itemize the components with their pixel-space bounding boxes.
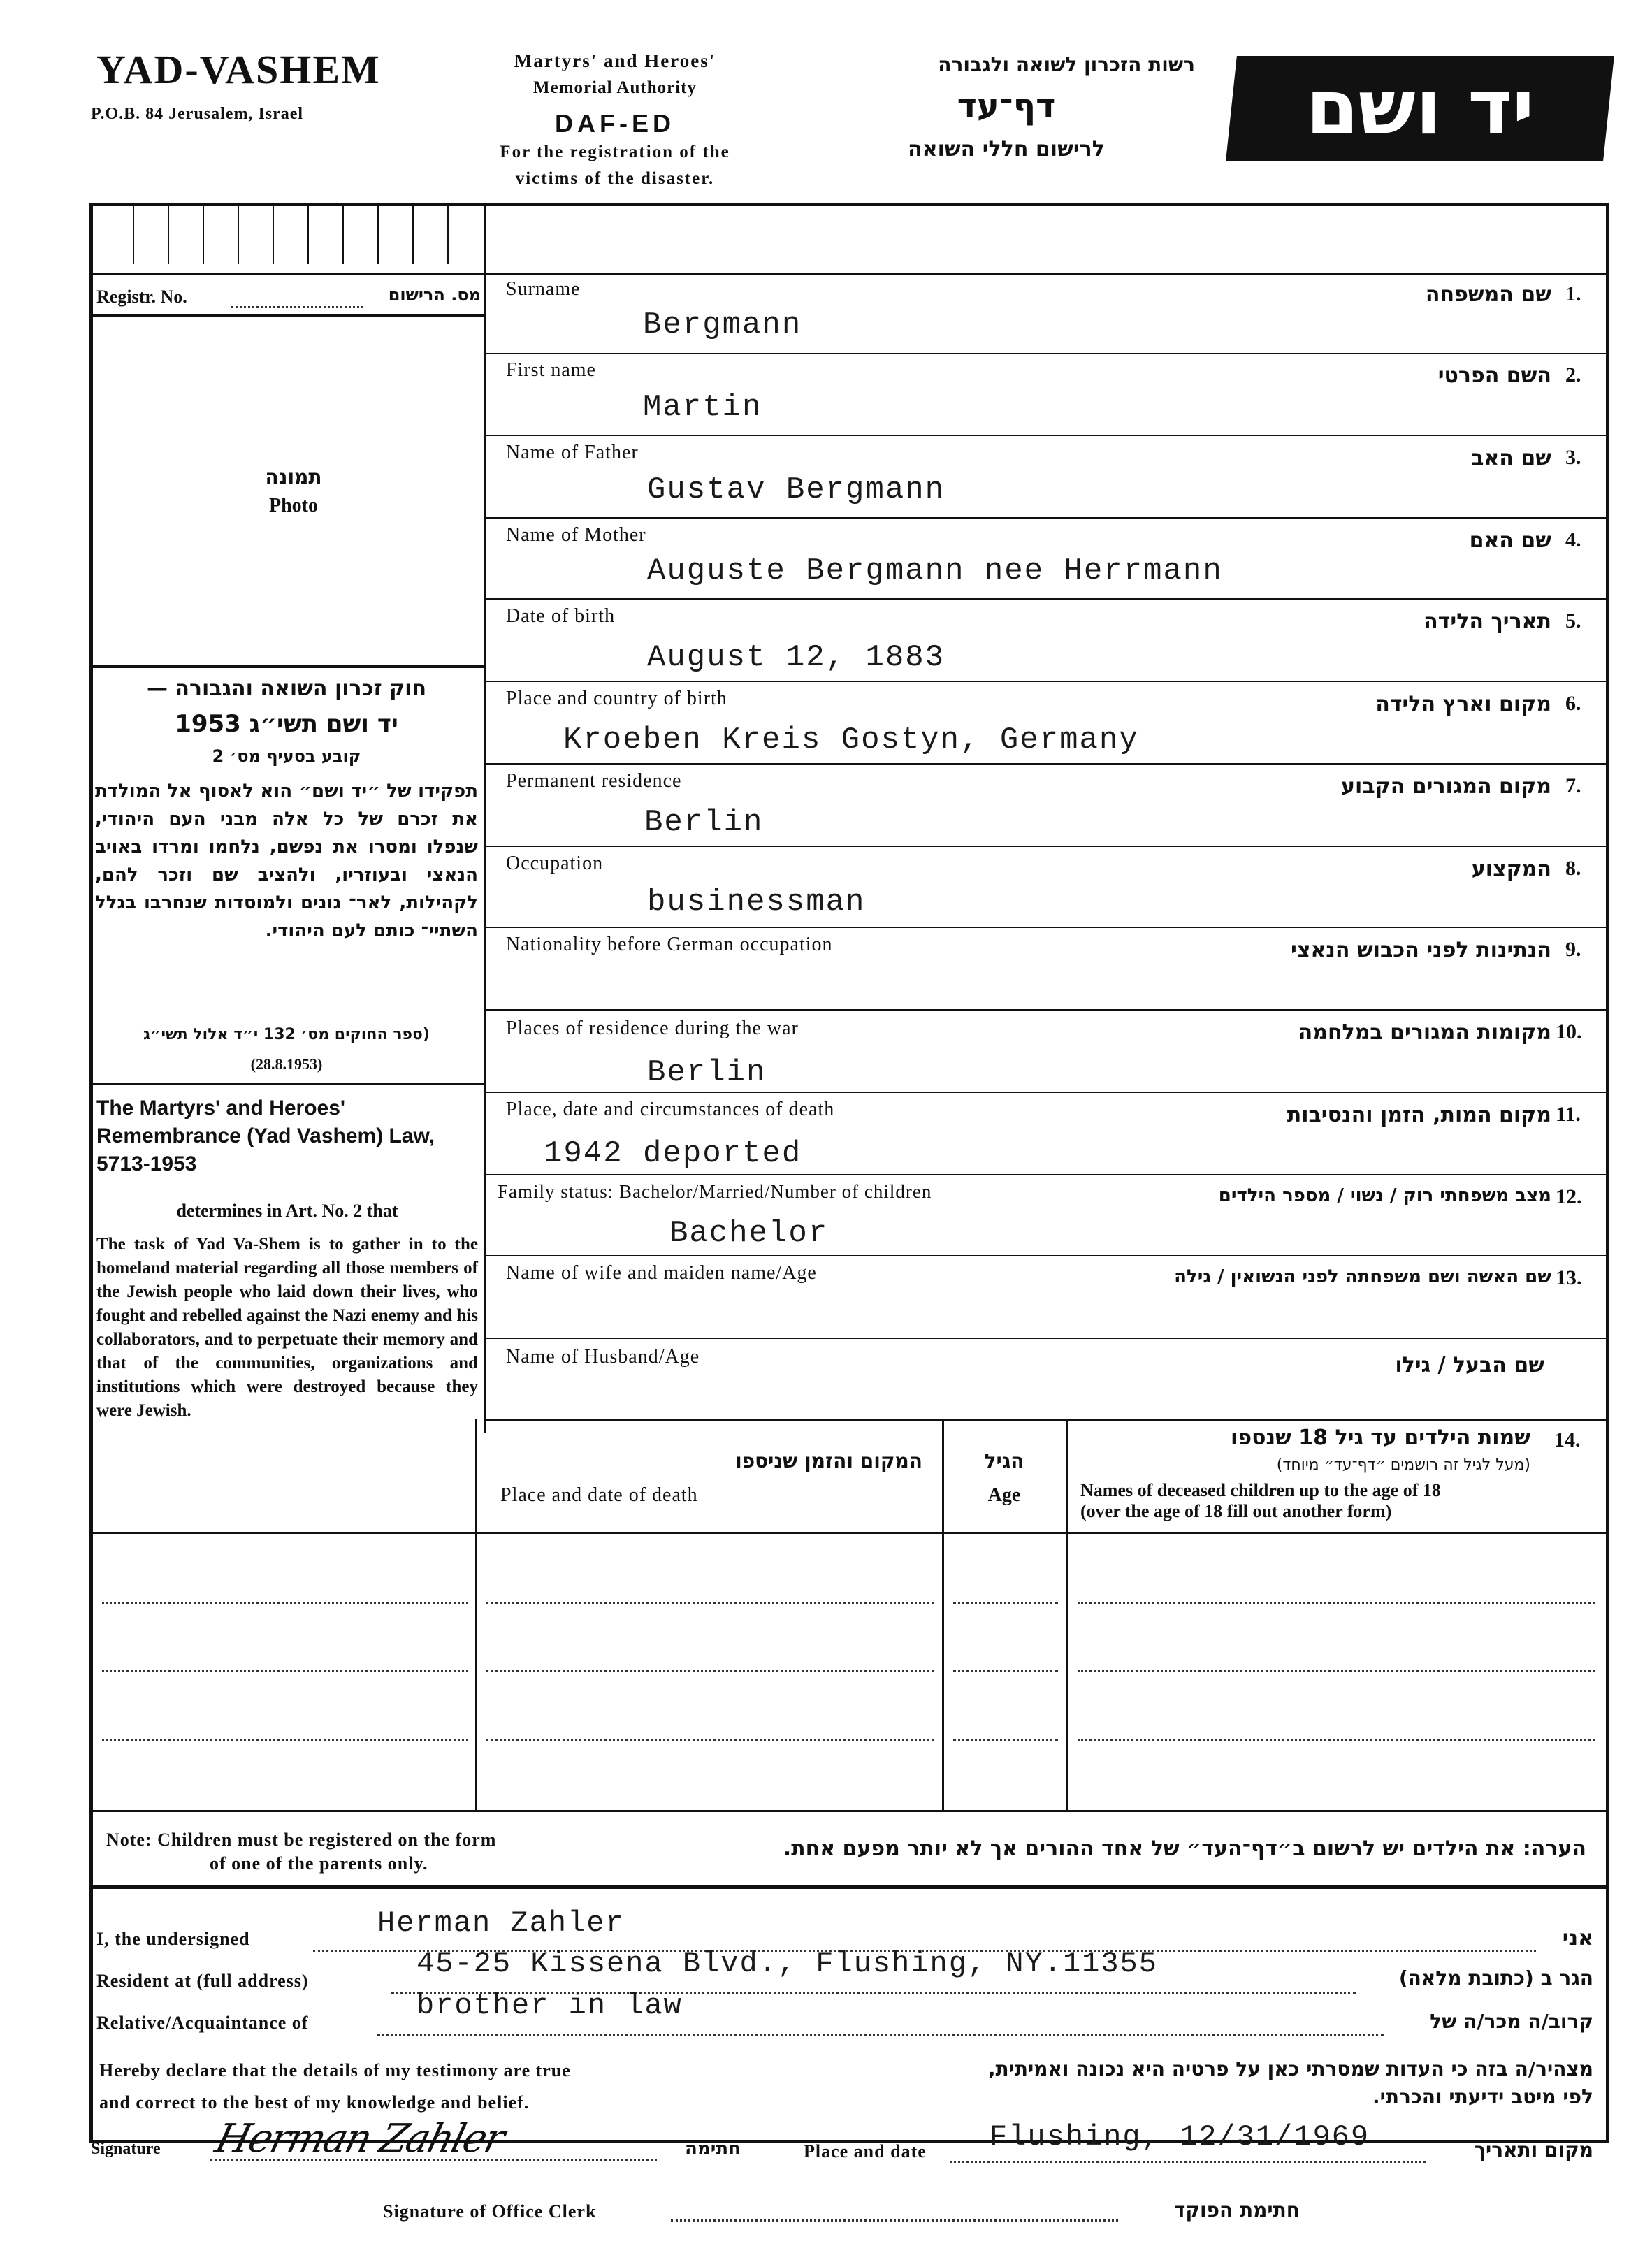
- field-number-4: 4.: [1565, 528, 1581, 551]
- declare-en-line1: Hereby declare that the details of my testimony are true: [99, 2060, 571, 2080]
- law-he-name: יד ושם תשי״ג 1953: [175, 710, 398, 738]
- field-number-1: 1.: [1565, 282, 1581, 305]
- he-form-name: דף־עד: [957, 87, 1056, 126]
- law-he-text: תפקידו של ״יד ושם״ הוא לאסוף אל המולדת את זכרם של כל אלה מבני העם היהודי, שנפלו ומסרו את נפשם, נלחמו ומרדו באויב הנאצי ובעוזריו, ולהציב שם וזכר להם, לקהילות, לאר־ גונים ולמוסדות שנחרבו בגלל השתיי־ כותם לעם היהודי.: [95, 781, 478, 941]
- registration-boxes: [133, 203, 454, 264]
- law-he-date: (28.8.1953): [250, 1055, 323, 1073]
- wife-name-he-label: שם האשה ושם משפחתה לפני הנשואין / גילה: [1174, 1266, 1551, 1287]
- law-en-article: determines in Art. No. 2 that: [176, 1201, 398, 1221]
- field-number-3: 3.: [1565, 446, 1581, 469]
- family-status-value[interactable]: Bachelor: [669, 1216, 829, 1251]
- first-name-he-label: השם הפרטי: [1437, 363, 1551, 388]
- place-date-label: Place and date: [804, 2141, 927, 2161]
- children-age-he: הגיל: [984, 1449, 1024, 1472]
- nationality-label: Nationality before German occupation: [506, 934, 833, 955]
- husband-name-he-label: שם הבעל / גילו: [1395, 1353, 1544, 1377]
- relative-he: קרוב/ה מכר/ה של: [1430, 2010, 1593, 2033]
- children-age-label: Age: [987, 1484, 1021, 1506]
- occupation-label: Occupation: [506, 853, 604, 874]
- undersigned-he: אני: [1562, 1926, 1593, 1950]
- purpose-line1: For the registration of the: [500, 143, 730, 161]
- resident-label: Resident at (full address): [96, 1971, 309, 1991]
- relative-value[interactable]: brother in law: [416, 1989, 683, 2022]
- children-place-label: Place and date of death: [500, 1484, 698, 1506]
- father-name-value[interactable]: Gustav Bergmann: [647, 472, 945, 507]
- clerk-he: חתימת הפוקד: [1173, 2199, 1300, 2222]
- clerk-label: Signature of Office Clerk: [383, 2201, 597, 2222]
- field-number-11: 11.: [1556, 1103, 1581, 1126]
- purpose-line2: victims of the disaster.: [515, 169, 715, 188]
- declare-he-line1: מצהיר/ה בזה כי העדות שמסרתי כאן על פרטיה היא נכונה ואמיתית,: [987, 2057, 1593, 2080]
- field-number-12: 12.: [1556, 1185, 1582, 1208]
- field-number-10: 10.: [1556, 1020, 1582, 1043]
- surname-value[interactable]: Bergmann: [643, 307, 802, 342]
- mother-name-label: Name of Mother: [506, 524, 646, 546]
- law-he-article: קובע בסעיף מס׳ 2: [212, 746, 361, 766]
- children-names-label: Names of deceased children up to the age of 18: [1080, 1480, 1441, 1500]
- field-number-9: 9.: [1565, 938, 1581, 961]
- wife-name-label: Name of wife and maiden name/Age: [506, 1262, 817, 1284]
- field-number-6: 6.: [1565, 692, 1581, 715]
- permanent-residence-he-label: מקום המגורים הקבוע: [1341, 774, 1551, 799]
- field-number-5: 5.: [1565, 609, 1581, 632]
- signature-value[interactable]: Herman Zahler: [210, 2116, 509, 2161]
- wartime-residence-value[interactable]: Berlin: [647, 1055, 767, 1090]
- declare-en-line2: and correct to the best of my knowledge and belief.: [99, 2092, 530, 2113]
- signature-he: חתימה: [685, 2138, 741, 2159]
- surname-label: Surname: [506, 278, 581, 300]
- signature-label: Signature: [91, 2140, 161, 2158]
- wartime-residence-he-label: מקומות המגורים במלחמה: [1298, 1020, 1551, 1045]
- note-en-line1: Note: Children must be registered on the form: [106, 1830, 497, 1850]
- date-of-birth-label: Date of birth: [506, 605, 616, 627]
- declare-he-line2: לפי מיטב ידיעתי והכרתי.: [1372, 2085, 1593, 2108]
- note-he: הערה: את הילדים יש לרשום ב״דף־העד״ של אחד ההורים אך לא יותר מפעם אחת.: [783, 1837, 1586, 1861]
- resident-he: הגר ב (כתובת מלאה): [1398, 1966, 1593, 1990]
- occupation-he-label: המקצוע: [1471, 857, 1551, 881]
- date-of-birth-value[interactable]: August 12, 1883: [647, 640, 945, 675]
- children-place-he: המקום והזמן שניספו: [735, 1449, 922, 1472]
- authority-line1: Martyrs' and Heroes': [514, 50, 716, 71]
- surname-he-label: שם המשפחה: [1425, 282, 1551, 307]
- registr-he: מס. הרישום: [388, 285, 481, 305]
- mother-name-he-label: שם האם: [1469, 528, 1551, 553]
- yad-vashem-logo: יד ושם: [1305, 64, 1535, 152]
- org-name: YAD-VASHEM: [96, 47, 381, 92]
- field-number-13: 13.: [1556, 1266, 1582, 1289]
- death-details-value[interactable]: 1942 deported: [544, 1136, 802, 1171]
- law-en-title: The Martyrs' and Heroes' Remembrance (Yad Vashem) Law, 5713-1953: [96, 1096, 435, 1175]
- death-details-he-label: מקום המות, הזמן והנסיבות: [1287, 1103, 1551, 1127]
- he-authority: רשות הזכרון לשואה ולגבורה: [938, 53, 1195, 76]
- relative-label: Relative/Acquaintance of: [96, 2013, 309, 2033]
- photo-label: Photo: [269, 495, 318, 516]
- children-names-note: (over the age of 18 fill out another form): [1080, 1501, 1392, 1521]
- resident-value[interactable]: 45-25 Kissena Blvd., Flushing, NY.11355: [416, 1947, 1158, 1980]
- father-name-he-label: שם האב: [1471, 446, 1551, 470]
- undersigned-value[interactable]: Herman Zahler: [377, 1906, 625, 1940]
- place-date-he: מקום ותאריך: [1474, 2138, 1593, 2161]
- death-details-label: Place, date and circumstances of death: [506, 1099, 835, 1120]
- authority-line2: Memorial Authority: [533, 78, 697, 97]
- form-name: DAF-ED: [555, 109, 675, 138]
- birth-place-value[interactable]: Kroeben Kreis Gostyn, Germany: [563, 723, 1139, 758]
- field-number-2: 2.: [1565, 363, 1581, 386]
- children-names-he: שמות הילדים עד גיל 18 שנספו: [1231, 1426, 1530, 1450]
- mother-name-value[interactable]: Auguste Bergmann nee Herrmann: [647, 553, 1223, 588]
- law-he-title: חוק זכרון השואה והגבורה —: [146, 676, 427, 701]
- law-he-ref: (ספר החוקים מס׳ 132 י״ד אלול תשי״ג: [143, 1026, 430, 1043]
- logo-block: [1226, 56, 1614, 161]
- date-of-birth-he-label: תאריך הלידה: [1423, 609, 1551, 634]
- photo-he: תמונה: [265, 465, 322, 488]
- field-number-14: 14.: [1554, 1428, 1581, 1451]
- he-purpose: לרישום חללי השואה: [908, 137, 1105, 161]
- field-number-7: 7.: [1565, 774, 1581, 797]
- father-name-label: Name of Father: [506, 442, 639, 463]
- field-number-8: 8.: [1565, 857, 1581, 880]
- husband-name-label: Name of Husband/Age: [506, 1346, 700, 1368]
- permanent-residence-label: Permanent residence: [506, 770, 682, 792]
- permanent-residence-value[interactable]: Berlin: [644, 805, 764, 840]
- registr-label: Registr. No.: [96, 287, 187, 307]
- nationality-he-label: הנתינות לפני הכבוש הנאצי: [1291, 938, 1551, 962]
- undersigned-label: I, the undersigned: [96, 1929, 250, 1949]
- first-name-value[interactable]: Martin: [643, 390, 762, 425]
- first-name-label: First name: [506, 359, 596, 381]
- birth-place-label: Place and country of birth: [506, 688, 727, 709]
- children-names-he-note: (מעל לגיל זה רושמים ״דף־עד״ מיוחד): [1276, 1456, 1530, 1474]
- family-status-he-label: מצב משפחתי רוק / נשוי / מספר הילדים: [1218, 1185, 1551, 1206]
- family-status-label: Family status: Bachelor/Married/Number of children: [498, 1181, 932, 1202]
- occupation-value[interactable]: businessman: [647, 885, 866, 920]
- place-date-value[interactable]: Flushing, 12/31/1969: [990, 2120, 1370, 2154]
- note-en-line2: of one of the parents only.: [210, 1853, 428, 1874]
- birth-place-he-label: מקום וארץ הלידה: [1375, 692, 1551, 716]
- law-en-text: The task of Yad Va-Shem is to gather in to the homeland material regarding all those members of the Jewish people who laid down their lives, who fought and rebelled against the Nazi enemy and his collaborators, and to perpetuate their memory and that of the communities, organizations and institutions which were destroyed because they were Jewish.: [96, 1235, 478, 1420]
- wartime-residence-label: Places of residence during the war: [506, 1017, 799, 1039]
- org-address: P.O.B. 84 Jerusalem, Israel: [91, 105, 304, 123]
